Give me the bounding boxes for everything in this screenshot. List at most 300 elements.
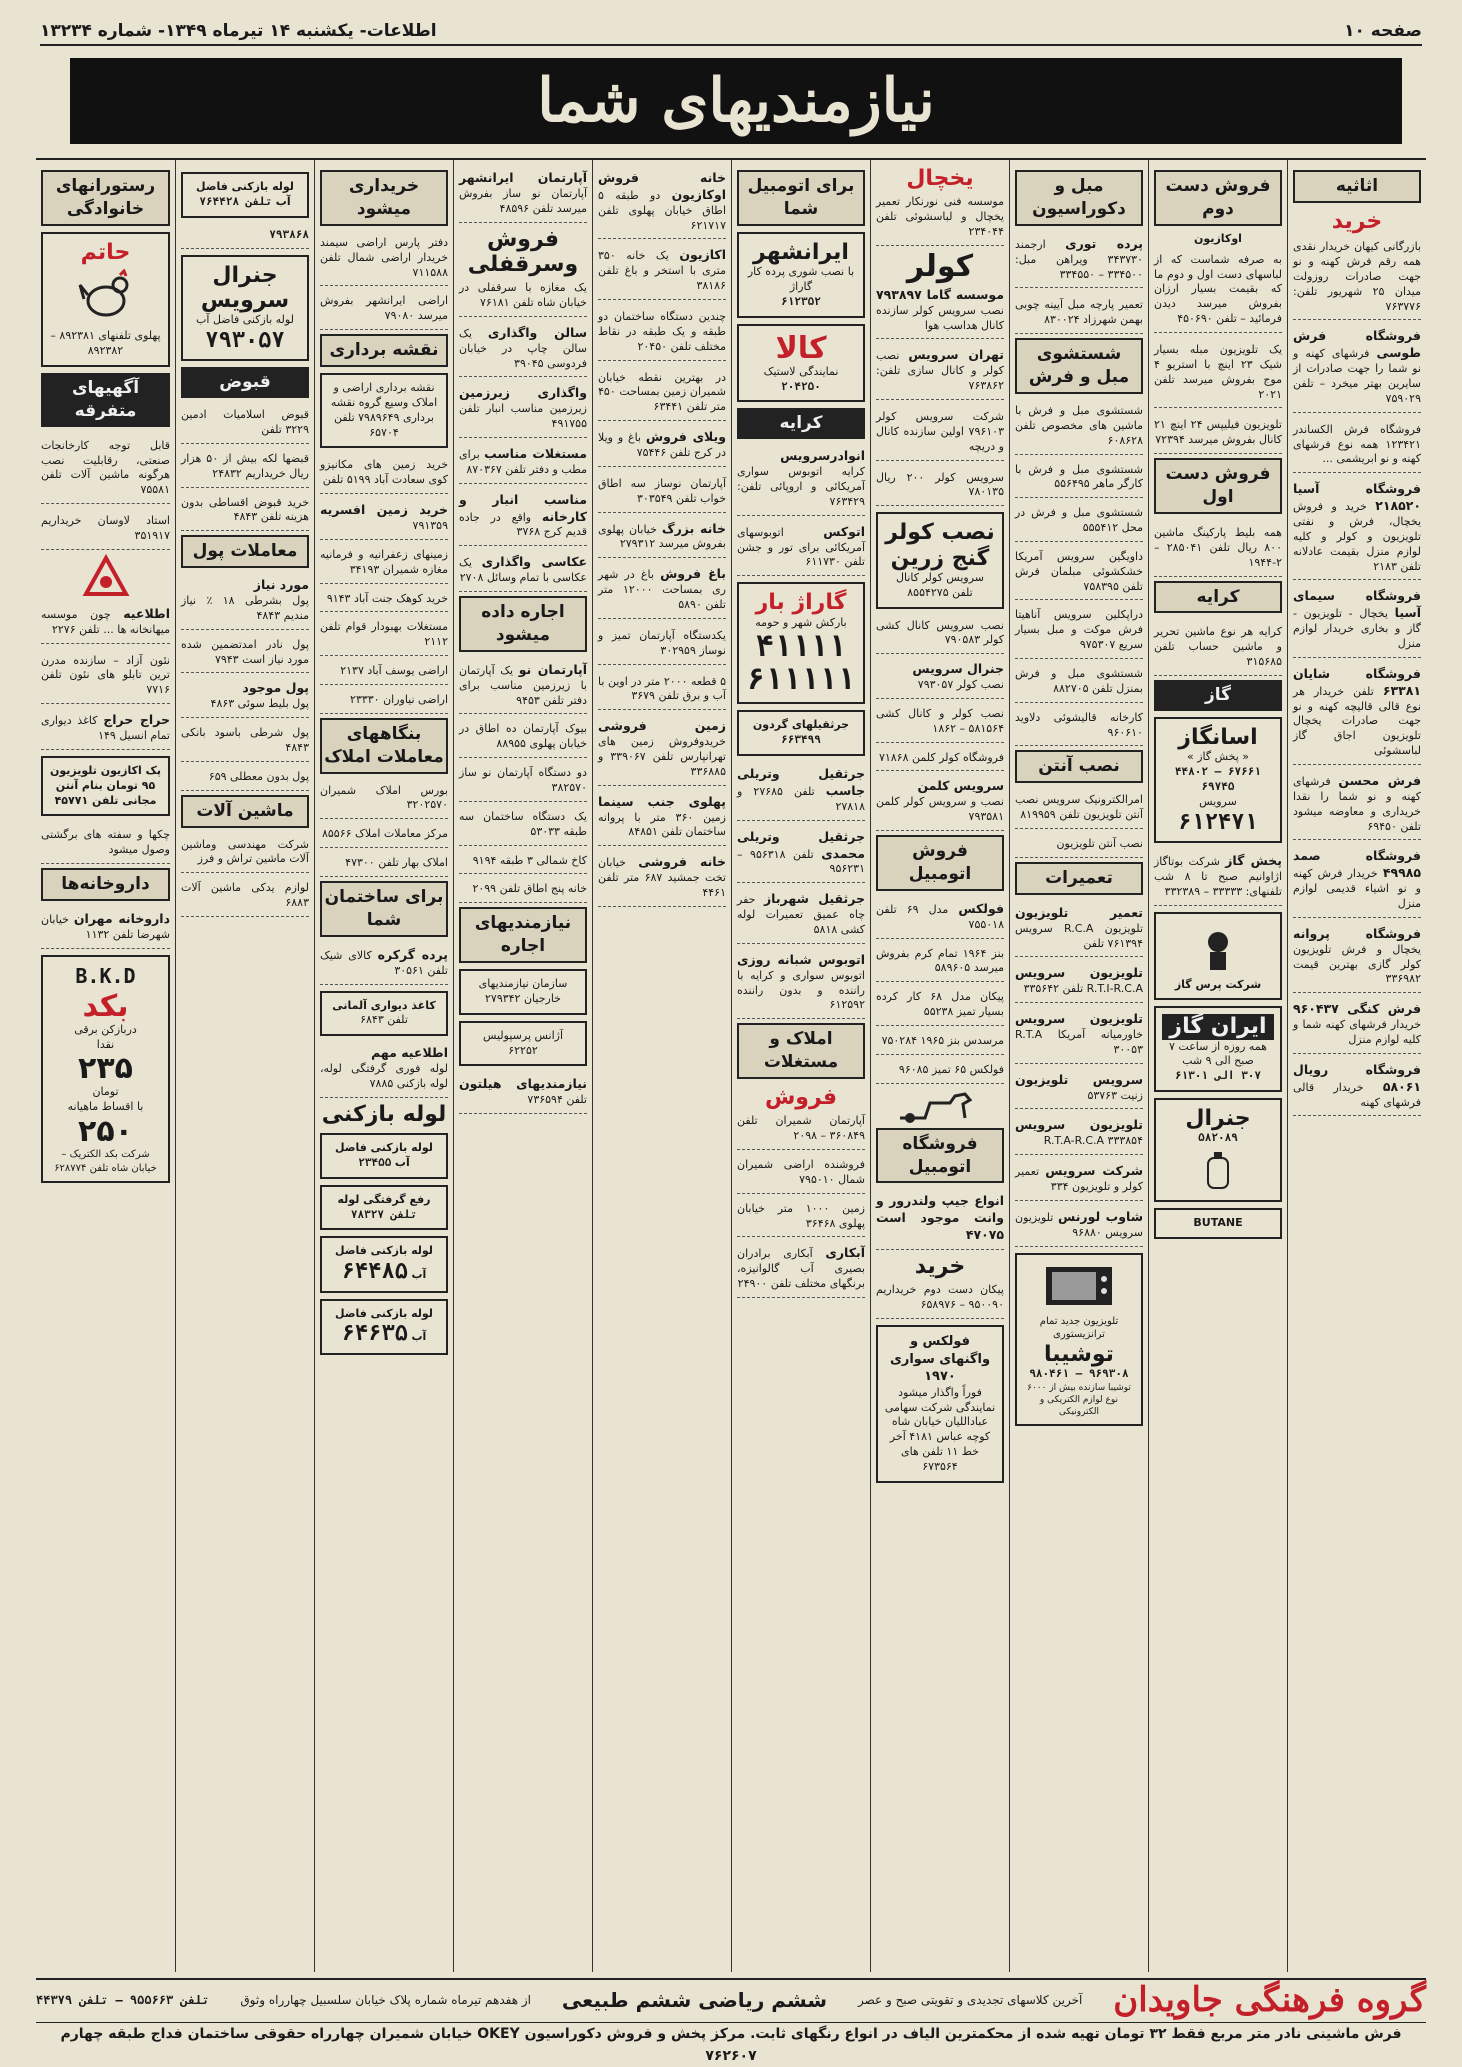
ad-item <box>459 381 587 438</box>
ad-text: فرشهای کهنه و نو شما را جهت صادرات از سایرین بهتر میخرد – تلفن ۷۵۹۰۲۹ <box>1293 347 1421 405</box>
ad-item <box>876 615 1004 655</box>
ad-box <box>320 373 448 448</box>
shell-gas-ad <box>1154 912 1282 1001</box>
column-property-buy <box>314 160 453 1972</box>
ad-title: خانه فروشی <box>638 854 726 870</box>
brand-name: شرکت پرس گاز <box>1174 977 1262 991</box>
ad-text: مدل ۶۹ تلفن ۷۵۵۰۱۸ <box>876 902 1004 931</box>
ad-text: یک تلویزیون مبله بسیار شیک ۲۳ اینچ با استریو ۴ موج بفروش میرسد تلفن ۲۰۲۱ <box>1154 342 1282 401</box>
ad-box <box>320 1133 448 1179</box>
ad-text: دو دستگاه آپارتمان نو ساز ۳۸۲۵۷۰ <box>459 766 587 794</box>
ad-item <box>459 442 587 484</box>
ad-text: فوراً واگذار میشود نمایندگی شرکت سهامی عباداللیان خیابان شاه کوچه عباس ۴۱۸۱ آخر خط ۱۱ تلفن های ۶۷۳۵۶۴ <box>884 1385 996 1473</box>
ad-title: پهلوی جنب سینما <box>598 793 726 809</box>
ad-item <box>320 454 448 494</box>
ad-item <box>41 708 170 750</box>
ad-text: با نصب شوری پرده کار گاراژ <box>747 265 855 294</box>
ad-title: فروشگاه پروانه <box>1293 925 1421 941</box>
ad-text: R.T.I-R.C.A تلفن ۳۳۵۶۴۲ <box>1023 982 1143 996</box>
section-heading: شستشوی مبل و فرش <box>1015 338 1143 394</box>
ad-text: خریدار فرش کهنه و نو اشیاء قدیمی لوازم منزل <box>1293 867 1421 911</box>
ad-title: ویلای فروش <box>645 429 726 445</box>
ad-item <box>1015 707 1143 747</box>
ad-item <box>737 762 865 821</box>
ad-item <box>598 790 726 847</box>
section-heading: مبل و دکوراسیون <box>1015 170 1143 226</box>
ad-caption: توشیبا سازنده بیش از ۶۰۰۰ نوع لوازم الکتریکی و الکترونیکی <box>1027 1382 1131 1417</box>
ad-title: لوله بازکنی فاضل آب <box>335 1306 433 1344</box>
ad-text: خرید کوهک جنت آباد ۹۱۴۳ <box>326 591 448 605</box>
ad-text: شرکت بوتاگاز اژاوانیم صبح تا ۸ شب تلفنهای: ۳۳۳۳۳ – ۳۳۲۳۸۹ <box>1154 854 1282 898</box>
ad-text: فرشهای کهنه و نو شما را نقدا خریداری و معاوضه میشود تلفن ۶۹۴۵۰ <box>1293 775 1421 833</box>
footer-phones: تلفن ۹۵۵۶۶۳ – تلفن ۴۴۳۷۹ <box>36 1993 210 2007</box>
brand-latin: B.K.D <box>75 963 136 988</box>
ad-item <box>876 897 1004 939</box>
ad-text: فروشگاه کولر کلمن ۷۱۸۶۸ <box>878 750 1004 764</box>
ad-text: یک عکاسی با تمام وسائل ۲۷۰۸ <box>459 556 587 585</box>
ad-text: ۵ قطعه ۲۰۰۰ متر در اوین با آب و برق تلفن ۳۶۷۹ <box>598 674 726 703</box>
ad-text: کارخانه قالیشوئی دلاوید ۹۶۰۶۱۰ <box>1015 710 1143 739</box>
brand-name: حاتم <box>80 239 131 265</box>
column-misc <box>36 160 175 1972</box>
ad-text: زنیت ۵۳۷۶۳ <box>1087 1088 1143 1102</box>
ad-item <box>459 718 587 758</box>
ad-item <box>1154 247 1282 333</box>
ad-title: مناسب انبار و کارخانه <box>459 491 588 524</box>
ad-item <box>876 283 1004 340</box>
ad-text: یخچال و فرش تلویزیون کولر گازی بهترین قیمت ۳۳۶۹۸۲ <box>1293 942 1421 986</box>
ad-item <box>876 943 1004 983</box>
ad-text: پول بلیط سوئی ۴۸۶۳ <box>210 697 309 711</box>
ad-text: پیکان مدل ۶۸ کار کرده بسیار تمیز ۵۵۲۳۸ <box>876 990 1004 1019</box>
section-heading: خرید <box>914 1254 966 1280</box>
ad-item <box>1154 520 1282 577</box>
ad-text: مستغلات بهبودار قوام تلفن ۲۱۱۲ <box>320 620 448 649</box>
ad-item <box>181 448 309 488</box>
brand-name: جنرال سرویس <box>200 262 290 313</box>
ad-title: جرثقیل وتریلی محمدی <box>737 828 865 861</box>
ad-text: آپارتمان نو ساز بفروش میرسد تلفن ۴۸۵۹۶ <box>459 186 587 215</box>
section-heading: تعمیرات <box>1015 862 1143 895</box>
ad-title: رفع گرفتگی لوله <box>337 1192 431 1206</box>
ad-item <box>181 722 309 762</box>
ad-text: املاک بهار تلفن ۴۷۳۰۰ <box>345 856 448 870</box>
ad-title: باغ فروش <box>660 566 726 582</box>
ad-item <box>1015 961 1143 1003</box>
ad-text: کرایه هر نوع ماشین تحریر و ماشین حساب تلفن ۳۱۵۶۸۵ <box>1154 625 1282 669</box>
ad-item <box>1015 232 1143 289</box>
phone: ۵۸۲۰۸۹ <box>1198 1131 1238 1145</box>
ad-item <box>598 517 726 559</box>
ad-text: باغ در شهر ری بمساحت ۱۲۰۰۰ متر تلفن ۵۸۹۰ <box>598 568 726 611</box>
ad-item <box>598 365 726 422</box>
section-heading: ماشین آلات <box>181 795 309 828</box>
ad-title: فرش کنگی ۹۶۰۴۳۷ <box>1293 1001 1421 1017</box>
ad-item <box>1015 663 1143 703</box>
ad-item <box>1015 1007 1143 1064</box>
gas-cylinder-icon <box>1162 1150 1274 1190</box>
ad-item <box>459 166 587 223</box>
ad-item <box>598 304 726 361</box>
price-cash: ۲۳۵ <box>78 1051 133 1087</box>
column-services <box>175 160 314 1972</box>
buy-heading: خرید <box>1331 208 1383 234</box>
ad-item <box>1293 844 1421 917</box>
section-heading: برای اتومبیل شما <box>737 170 865 226</box>
ad-item <box>1293 662 1421 765</box>
ad-item <box>598 623 726 665</box>
ad-line: تلویزیون جدید تمام ترانزیستوری <box>1039 1315 1119 1340</box>
ad-text: قبوض اسلامیات ادمین ۳۲۲۹ تلفن <box>181 408 309 437</box>
ad-text: خاورمیانه آمریکا R.T.A ۳۰۰۵۳ <box>1015 1027 1143 1056</box>
ad-text: خیابان پهلوی بفروش میرسد ۲۷۹۳۱۲ <box>598 522 726 551</box>
garage-ad <box>737 582 865 704</box>
ad-box <box>320 1299 448 1355</box>
ad-item <box>181 677 309 718</box>
ad-item <box>1154 412 1282 454</box>
ad-text: زمین ۱۰۰۰ متر خیابان پهلوی ۳۶۴۶۸ <box>737 1201 865 1230</box>
ad-title: لوله بازکنی فاضل آب <box>196 180 294 208</box>
ad-text: پول شرطی باسود بانکی ۴۸۴۳ <box>181 726 309 754</box>
section-heading: رستورانهای خانوادگی <box>41 170 170 226</box>
ad-text: ۲۳۴۵۵ <box>358 1155 392 1169</box>
ganj-ad <box>876 512 1004 608</box>
ad-text: موسسه فنی نورنکار تعمیر یخچال و لباسشوئی تلفن ۲۳۴۰۴۴ <box>876 195 1004 238</box>
footer-line: از هفدهم تیرماه شماره پلاک خیابان سلسبیل چهارراه وثوق <box>240 1993 531 2007</box>
sale-heading: فروش <box>764 1085 838 1111</box>
ad-text: یک آپارتمان با زیرزمین مناسب برای دفتر تلفن ۹۴۵۳ <box>459 663 587 707</box>
ad-item <box>598 562 726 619</box>
ad-text: تعمیر پارچه مبل آیینه چوبی بهمن شهرزاد ۸۳۰۰۲۴ <box>1015 298 1143 327</box>
ad-item <box>598 166 726 239</box>
ad-text: استاد لاوسان خریداریم ۳۵۱۹۱۷ <box>41 514 170 543</box>
ad-text: اراضی نیاوران ۲۳۳۳۰ <box>350 692 448 706</box>
ad-item <box>41 648 170 705</box>
ad-item <box>876 775 1004 831</box>
ad-item <box>1154 619 1282 676</box>
brand-name: جنرال <box>1185 1106 1251 1132</box>
ad-text: آبکاری برادران بصیری آب گالوانیزه، برنگهای مختلف تلفن ۲۴۹۰۰ <box>737 1247 865 1291</box>
ad-title: تلویزیون سرویس <box>1015 965 1143 981</box>
issue-line: اطلاعات- یکشنبه ۱۴ تیرماه ۱۳۴۹- شماره ۱۳۲۳۴ <box>40 21 437 41</box>
section-heading: نیازمندیهای اجاره <box>459 907 587 963</box>
ad-item <box>876 404 1004 461</box>
ad-title: زمین فروشی <box>598 718 726 734</box>
ad-text: کاخ شمالی ۳ طبقه ۹۱۹۴ <box>472 853 587 867</box>
column-cooling <box>870 160 1009 1972</box>
ad-text: داویگین سرویس آمریکا خشکشوئی مبلمان فرش تلفن ۷۵۸۳۹۵ <box>1015 549 1143 593</box>
brand-name: جرثقیلهای گردون <box>752 718 850 732</box>
ad-text: تلفن ۶۸۴۳ <box>360 1013 408 1027</box>
phone: ۶۷۶۶۱ – ۴۴۸۰۲ <box>1174 765 1262 779</box>
column-secondhand <box>1148 160 1287 1972</box>
phone: ۹۶۹۳۰۸ – ۹۸۰۴۶۱ <box>1029 1366 1129 1380</box>
ad-item <box>320 780 448 820</box>
ad-text: چندین دستگاه ساختمان دو طبقه و یک طبقه در نقاط مختلف تلفن ۲۰۴۵۰ <box>598 310 726 353</box>
ad-item <box>41 508 170 550</box>
ad-item <box>1293 769 1421 840</box>
section-heading: برای ساختمان شما <box>320 881 448 937</box>
ad-item <box>181 877 309 917</box>
ad-text: نئون آزاد – سازنده مدرن ترین تابلو های نئون تلفن ۷۷۱۶ <box>41 653 170 697</box>
ad-text: یک دستگاه ساختمان سه طبقه ۵۳۰۳۳ <box>459 809 587 838</box>
ad-item <box>876 1030 1004 1055</box>
tv-ad <box>1015 1253 1143 1427</box>
ad-title: فرش محسن <box>1338 773 1422 789</box>
ad-text: خرید زمین های مکانیزو کوی سعادت آباد ۵۱۹۹ تلفن <box>320 458 448 487</box>
ad-box <box>459 969 587 1015</box>
section-heading: نصب آنتن <box>1015 750 1143 783</box>
price-unit: تومان <box>92 1085 119 1099</box>
ad-item <box>1293 1058 1421 1117</box>
ad-text: یک مغازه با سرقفلی در خیابان شاه تلفن ۷۶۱۸۱ <box>459 281 587 309</box>
ad-text: دفتر پارس اراضی سیمند خریدار اراضی شمال تلفن ۷۱۱۵۸۸ <box>320 235 448 279</box>
section-heading: فروشگاه اتومبیل <box>876 1128 1004 1184</box>
ad-item <box>181 834 309 874</box>
ad-text: کالای شیک تلفن ۳۰۵۶۱ <box>320 948 448 977</box>
ad-item <box>598 471 726 513</box>
ad-item <box>1015 1113 1143 1155</box>
ad-text: آژانس پرسپولیس ۶۲۲۵۲ <box>482 1028 564 1057</box>
ad-title: انواع جیپ ولندرور و وانت موجود است ۴۷۰۷۵ <box>876 1193 1004 1243</box>
ad-item <box>1015 546 1143 601</box>
ad-text: کرایه اتوبوس سواری آمریکائی و اروپائی تلفن: ۷۶۳۴۲۹ <box>737 465 865 508</box>
ad-text: قابل توجه کارخانجات صنعتی، رقابلیت نصب هرگونه ماشین آلات تلفن ۷۵۵۸۱ <box>41 438 170 497</box>
ad-box <box>320 991 448 1037</box>
section-heading: کولر <box>906 248 974 284</box>
ad-title: نیازمندیهای هیلتون <box>459 1076 587 1092</box>
ad-item <box>1015 502 1143 542</box>
ad-text: مرسدس بنز ۱۹۶۵ ۷۵۰۲۸۴ <box>881 1033 1004 1047</box>
ad-title: تهران سرویس <box>908 347 1005 363</box>
ad-text: دو طبقه ۵ اطاق خیابان پهلوی تلفن ۶۲۱۷۱۷ <box>598 188 726 232</box>
section-heading: فروش وسرقفلی <box>467 226 579 277</box>
ad-item <box>459 277 587 317</box>
ad-text: بازرگانی کیهان خریدار نقدی همه رقم فرش کهنه و نو جهت صادرات روزولت میدان ۲۵ شهریور تلفن: ۷۶۳۷۷۶ <box>1293 240 1421 313</box>
brand-name: گاراژ بار <box>755 590 847 616</box>
phone: ۲۰۴۲۵۰ <box>781 379 821 393</box>
ad-text: لوله بازکنی فاضل آب <box>196 313 294 327</box>
ad-title: سالن واگذاری <box>487 324 587 340</box>
ad-item <box>1154 337 1282 408</box>
ad-text: نصب کولر ۷۹۳۰۵۷ <box>917 678 1004 692</box>
ad-item <box>41 433 170 504</box>
ad-text: نصب سرویس کانال کشی کولر ۷۹۰۵۸۳ <box>876 618 1004 647</box>
ad-text: امرالکترونیک سرویس نصب آنتن تلویزیون تلفن ۸۱۹۹۵۹ <box>1015 793 1143 822</box>
ad-item <box>737 1110 865 1150</box>
ad-text: خرید و فروش یخچال، فرش و نفتی تلویزیون و کولر و کلیه لوازم منزل بقیمت عادلانه تلفن ۲۱۸۳ <box>1293 500 1421 573</box>
ad-title: فروشگاه آسیا ۲۱۸۵۲۰ <box>1293 481 1422 514</box>
ad-text: لوله فوری گرفتگی لوله، لوله بازکنی ۷۸۸۵ <box>320 1062 448 1090</box>
ad-text: تلفن خریدار هر نوع قالی قالیچه کهنه و نو جهت صادرات یخچال تلویزیون اجاق گاز لباسشوئی <box>1293 684 1421 758</box>
ad-item <box>459 488 587 547</box>
ad-title: لوله بازکنی فاضل آب <box>335 1141 433 1169</box>
section-heading: گاز <box>1154 680 1282 711</box>
ad-item <box>876 986 1004 1026</box>
ad-item <box>1015 789 1143 829</box>
ad-text: شستشوی مبل و فرش با کارگر ماهر ۵۵۶۴۹۵ <box>1015 462 1143 491</box>
ad-box <box>320 1185 448 1231</box>
ad-item <box>320 1042 448 1098</box>
ad-text: ۶۴۴۸۵ <box>341 1259 408 1285</box>
ad-item <box>876 465 1004 507</box>
ad-title: لوله بازکنی فاضل آب <box>335 1244 433 1282</box>
ad-item <box>320 852 448 877</box>
section-heading: املاک و مستغلات <box>737 1023 865 1079</box>
ad-label: سرویس <box>1199 794 1237 808</box>
ad-text: تلفن ۹۵۶۳۱۸ – ۹۵۶۲۳۱ <box>737 847 865 876</box>
footer-subject: ششم ریاضی ششم طبیعی <box>561 1988 827 2012</box>
ad-text: پیکان دست دوم خریداریم ۹۵۰۰۹۰ – ۶۵۸۹۷۶ <box>876 1283 1004 1312</box>
ad-item <box>320 588 448 613</box>
section-heading: آگهیهای متفرقه <box>41 373 170 427</box>
footer-title: گروه فرهنگی جاویدان <box>1113 1980 1426 2020</box>
ad-text: نصب آنتن تلویزیون <box>1056 837 1143 850</box>
ad-text: تعمیر کولر و تلویزیون ۳۳۴ <box>1015 1165 1143 1193</box>
ad-text: یک خانه ۳۵۰ متری با استخر و باغ تلفن ۳۸۱۸۶ <box>598 249 726 293</box>
ad-item <box>876 658 1004 699</box>
ad-box <box>181 172 309 218</box>
section-heading: فروش دست اول <box>1154 458 1282 514</box>
ad-title: پخش گاز <box>1225 852 1282 868</box>
brand-name: ایران گاز <box>1162 1014 1274 1039</box>
general-gas-ad <box>1154 1098 1282 1202</box>
ad-text: نقشه برداری اراضی و املاک وسیع گروه نقشه برداری ۷۹۸۹۶۴۹ تلفن ۶۵۷۰۴ <box>330 381 438 439</box>
ad-title: واگذاری زیرزمین <box>459 385 587 401</box>
ad-item <box>41 602 170 644</box>
column-realestate-sale <box>592 160 731 1972</box>
ad-list <box>1293 234 1421 1116</box>
television-icon <box>1023 1265 1135 1311</box>
ad-text: چون موسسه میهانخانه ها ... تلفن ۲۲۷۶ <box>41 607 170 636</box>
ad-item <box>1015 901 1143 958</box>
ad-text: پک اکازیون تلویزیون ۹۵ تومان بنام آنتن مجانی تلفن ۴۵۷۷۱ <box>49 763 161 807</box>
sub-heading: اوکازیون <box>1194 231 1242 245</box>
ad-text: سرویس کولر ۲۰۰ ریال ۷۸۰۱۳۵ <box>876 470 1004 499</box>
ad-text: ۷۹۱۳۵۹ <box>412 518 448 532</box>
ad-title: تعمیر تلویزیون <box>1015 904 1143 920</box>
phone: ۳۰۷ الی ۶۱۳۰۱ <box>1174 1069 1262 1083</box>
ad-item <box>320 660 448 685</box>
ad-title: فولکس و واگنهای سواری ۱۹۷۰ <box>889 1334 991 1385</box>
rooster-icon <box>49 269 162 325</box>
column-realestate-rent <box>453 160 592 1972</box>
ad-text: شرکت مهندسی وماشین آلات ماشین تراش و فرز <box>181 837 309 866</box>
bkd-ad <box>41 955 170 1183</box>
ad-text: نصب و سرویس کولر کلمن ۷۹۳۵۸۱ <box>876 795 1004 824</box>
ad-text: شرکت بکد الکتریک – خیابان شاه تلفن ۶۲۸۷۷۴ <box>54 1149 157 1174</box>
ad-title: اتوبوس شبانه روزی <box>737 951 865 967</box>
ad-text: سازمان نیازمندیهای خارجیان ۲۷۹۳۴۲ <box>478 977 568 1005</box>
restaurant-ad <box>41 232 170 367</box>
ad-text: زمین ۳۶۰ متر با پروانه ساختمان تلفن ۸۴۸۵۱ <box>598 810 726 839</box>
ad-item <box>1015 459 1143 499</box>
ad-text: فروشگاه فرش الکساندر ۱۲۳۴۲۱ همه نوع فرشهای کهنه و نو ابریشمی ... <box>1293 422 1421 466</box>
ad-text: در بهترین نقطه خیابان شمیران زمین بمساحت ۴۵۰ متر تلفن ۶۳۴۴۱ <box>598 370 726 414</box>
ad-text: تلفن ۷۳۶۵۹۴ <box>527 1093 587 1107</box>
ad-line: « پخش گاز » <box>1186 750 1250 764</box>
ad-item <box>41 907 170 949</box>
ad-text: همه بلیط پارکینگ ماشین ۸۰۰ ریال تلفن ۲۸۵۰۴۱ – ۲-۱۹۴۴ <box>1154 525 1283 569</box>
ad-title: پرده گرکره <box>377 946 448 962</box>
ad-title: اطلاعیه مهم <box>371 1045 448 1061</box>
ad-text: خرید قبوض اقساطی بدون هزینه تلفن ۴۸۴۳ <box>181 495 309 524</box>
ad-item <box>1293 584 1421 657</box>
ad-title: کاغذ دیواری آلمانی <box>332 998 436 1012</box>
ad-item <box>598 850 726 907</box>
iranshahr-ad <box>737 232 865 318</box>
ad-text: پول بدون معطلی ۶۵۹ <box>208 769 309 783</box>
ad-text: قبضها لکه بیش از ۵۰ هزار ریال خریداریم ۲۴۸۳۲ <box>181 451 309 480</box>
ad-item <box>876 1189 1004 1250</box>
ad-text: بیوک آپارتمان ده اطاق در خیابان پهلوی ۸۸۹۵۵ <box>459 722 587 751</box>
ad-text: کاغذ دیواری تمام انسیل ۱۴۹ <box>41 714 170 743</box>
ad-item <box>320 689 448 714</box>
ad-title: داروخانه مهران <box>73 911 170 927</box>
ad-item <box>737 887 865 944</box>
brand-name: ایرانشهر <box>753 239 849 265</box>
price-label: با اقساط ماهیانه <box>67 1100 144 1114</box>
ad-text: نصب کولر و کانال سازی تلفن: ۷۶۳۸۶۲ <box>876 349 1004 393</box>
ad-item <box>737 445 865 515</box>
ad-item <box>1293 477 1421 580</box>
ad-title: شاوب لورنس <box>1058 1208 1144 1224</box>
ad-item <box>320 943 448 985</box>
ad-text: شستشوی مبل و فرش با ماشین های مخصوص تلفن ۶۰۸۶۲۸ <box>1015 404 1143 447</box>
ad-text: چکها و سفته های برگشتی وصول میشود <box>41 828 170 857</box>
ad-text: بنز ۱۹۶۴ تمام کرم بفروش میرسد ۵۸۹۶۰۵ <box>876 946 1005 975</box>
phone: ۶۱۱۱۱۱ <box>746 662 856 698</box>
ad-title: اتوکس <box>823 523 865 539</box>
footer-line: آخرین کلاسهای تجدیدی و تقویتی صبح و عصر <box>857 1993 1083 2007</box>
ad-title: حراج حراج <box>103 712 170 728</box>
section-heading: اثاثیه <box>1293 170 1421 203</box>
ad-item <box>181 574 309 630</box>
crest-icon <box>41 554 170 598</box>
ad-item <box>737 948 865 1019</box>
ad-item <box>876 1279 1004 1319</box>
section-heading: اجاره داده میشود <box>459 596 587 652</box>
ad-title: خانه فروش اوکازیون <box>598 170 727 202</box>
section-heading: لوله بازکنی <box>321 1101 447 1127</box>
product-name: دربازکن برقی <box>74 1022 137 1036</box>
ad-item <box>1154 849 1282 906</box>
section-heading: کرایه <box>1154 581 1282 614</box>
ad-item <box>598 714 726 785</box>
ad-title: خانه بزرگ <box>661 520 726 536</box>
ad-text: نمایندگی لاستیک <box>763 364 839 378</box>
ad-text: بورس املاک شمیران ۳۲۰۲۵۷۰ <box>320 783 448 812</box>
ad-text: تلفن ۲۷۶۸۵ و ۲۷۸۱۸ <box>737 784 865 813</box>
page-label: صفحه ۱۰ <box>1344 21 1422 41</box>
ad-text: خیابان تخت جمشید ۶۸۷ متر تلفن ۴۴۶۱ <box>598 856 726 899</box>
ad-text: تلفن ۷۶۴۴۲۸ <box>199 194 273 208</box>
ad-title: آپارتمان ایرانشهر <box>459 170 587 185</box>
ad-text: همه روزه از ساعت ۷ صبح الی ۹ شب <box>1169 1039 1267 1068</box>
ad-title: پرده توری <box>1065 235 1143 251</box>
ad-item <box>181 766 309 791</box>
ad-item <box>1015 604 1143 659</box>
ad-item <box>598 243 726 300</box>
ad-item <box>459 1072 587 1114</box>
price-label: نقدا <box>96 1037 115 1051</box>
ad-text: اتوبوسهای آمریکائی برای تور و جشن تلفن ۶۱۱۷۳۰ <box>737 525 865 569</box>
section-heading: خریداری میشود <box>320 170 448 226</box>
running-header <box>40 18 1422 46</box>
ad-item <box>320 232 448 287</box>
ad-item <box>737 1241 865 1298</box>
ad-text: شرکت سرویس کولر ۷۹۶۱۰۳ اولین سازنده کانال و دریچه <box>876 409 1004 453</box>
